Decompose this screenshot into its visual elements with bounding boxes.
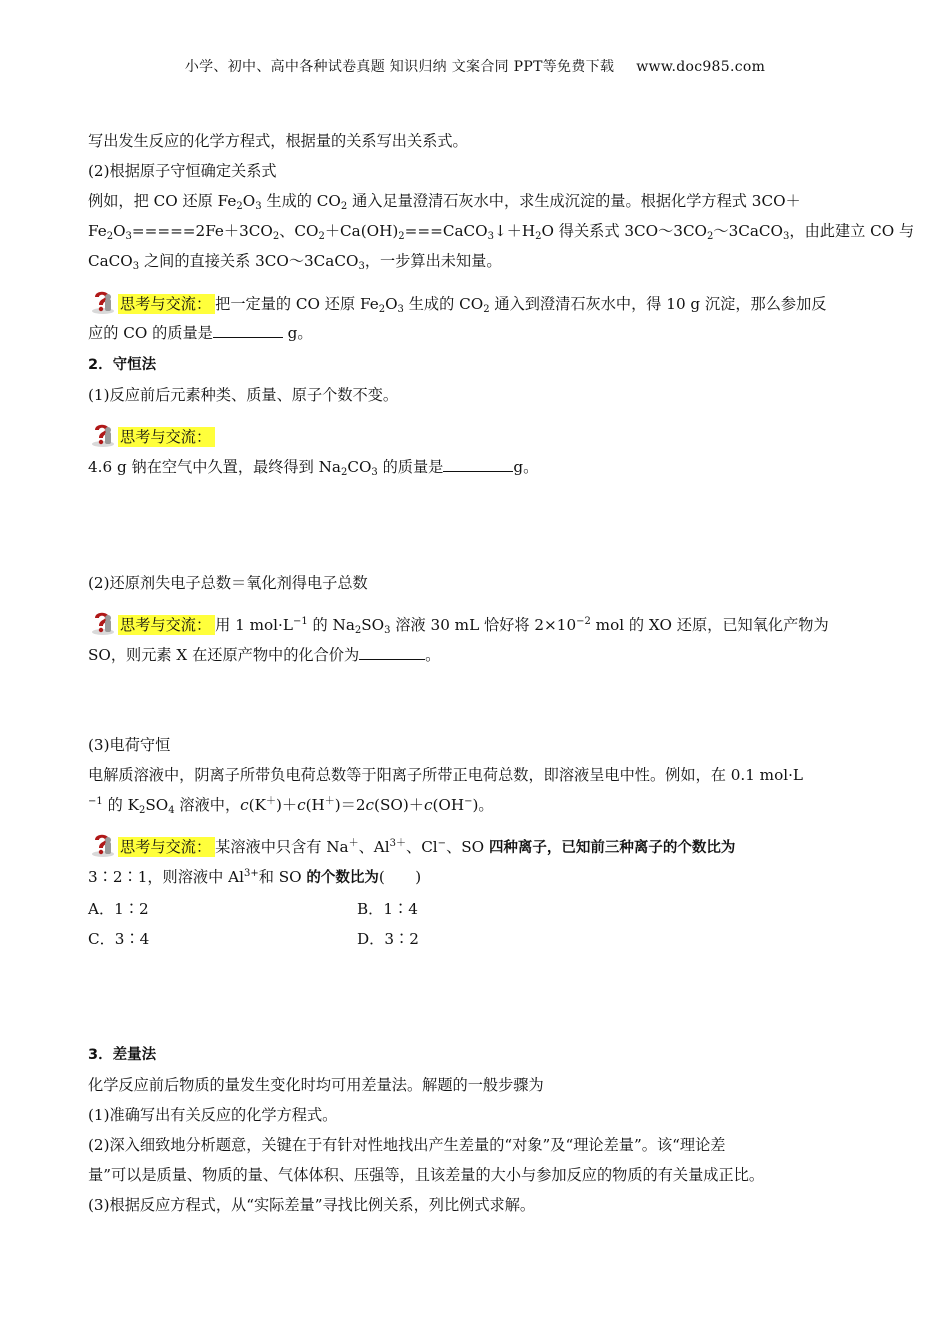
think-exchange-2 (88, 420, 215, 448)
paragraph-line: 化学反应前后物质的量发生变化时均可用差量法。解题的一般步骤为 (88, 1076, 544, 1094)
think-label: 思考与交流： (118, 427, 215, 447)
question-mark-icon (88, 420, 116, 448)
option-b[interactable]: B．1∶4 (357, 900, 418, 918)
think-exchange-4: 思考与交流： 某溶液中只含有 Na＋、$Al^{3+}$、Cl−、SO 四种离子，已知前三种离子的个数比为 (88, 830, 735, 858)
question-mark-icon (88, 608, 116, 636)
paragraph-line: SO，则元素 X 在还原产物中的化合价为 。 (88, 646, 441, 664)
answer-blank[interactable] (443, 457, 513, 472)
think-exchange-1: 思考与交流： 把一定量的 CO 还原 $Fe_2O_3$ 生成的 $CO_2$ 通入到澄清石灰水中，得 10 g 沉淀，那么参加反 (88, 287, 826, 315)
page-header (0, 56, 950, 76)
paragraph-line: 4.6 g 钠在空气中久置，最终得到 $Na_2CO_3$ 的质量是 g。 (88, 458, 539, 478)
paragraph-line: 例如，把 CO 还原 $Fe_2O_3$ 生成的 $CO_2$ 通入足量澄清石灰水中，求生成沉淀的量。根据化学方程式 3CO＋ (88, 192, 801, 212)
think-label: 思考与交流： (118, 294, 215, 314)
paragraph-line: 写出发生反应的化学方程式，根据量的关系写出关系式。 (88, 132, 468, 150)
think-label: 思考与交流： (118, 615, 215, 635)
paragraph-line: $Fe_2O_3=====2Fe+3CO_2$、$CO_2+Ca(OH)_2===CaCO_3↓+H_2O$ 得关系式 $3CO\sim 3CO_2\sim 3CaCO_3$，由此建立 CO 与 (88, 222, 915, 242)
paragraph-line: $^{-1}$ 的 $K_2SO_4$ 溶液中，c(K＋)＋c(H＋)＝2c(SO)＋c(OH−)。 (88, 796, 494, 816)
question-mark-icon (88, 287, 116, 315)
header-text: 小学、初中、高中各种试卷真题 知识归纳 文案合同 PPT等免费下载 (184, 59, 615, 75)
paragraph-line: (3)根据反应方程式，从“实际差量”寻找比例关系，列比例式求解。 (88, 1196, 536, 1214)
answer-blank[interactable] (359, 645, 425, 660)
think-label: 思考与交流： (118, 837, 215, 857)
think-exchange-3: 思考与交流： 用 1 $mol\cdot L^{-1}$ 的 $Na_2SO_3$ 溶液 30 mL 恰好将 $2\times 10^{-2}$ mol 的 XO 还原，已知氧化产物为 (88, 608, 829, 636)
subheading: (2)还原剂失电子总数＝氧化剂得电子总数 (88, 574, 368, 592)
paragraph-line: (1)反应前后元素种类、质量、原子个数不变。 (88, 386, 399, 404)
paragraph-line: 3∶2∶1，则溶液中 $Al^{3+}$和 SO 的个数比为( ) (88, 868, 422, 886)
question-mark-icon (88, 830, 116, 858)
header-site[interactable]: www.doc985.com (636, 59, 766, 75)
paragraph-line: 量”可以是质量、物质的量、气体体积、压强等，且该差量的大小与参加反应的物质的有关量成正比。 (88, 1166, 765, 1184)
option-c[interactable]: C．3∶4 (88, 930, 150, 948)
paragraph-line: (1)准确写出有关反应的化学方程式。 (88, 1106, 338, 1124)
subheading: (2)根据原子守恒确定关系式 (88, 162, 277, 180)
subheading: (3)电荷守恒 (88, 736, 171, 754)
option-d[interactable]: D．3∶2 (357, 930, 419, 948)
paragraph-line: 电解质溶液中，阴离子所带负电荷总数等于阳离子所带正电荷总数，即溶液呈电中性。例如，在 0.1 mol·L (88, 766, 803, 784)
section-heading-3: 3．差量法 (88, 1047, 157, 1063)
answer-blank[interactable] (213, 323, 283, 338)
paragraph-line: CaCO$_3$ 之间的直接关系 3CO～3CaCO$_3$，一步算出未知量。 (88, 252, 502, 272)
section-heading-2: 2．守恒法 (88, 357, 157, 373)
option-a[interactable]: A．1∶2 (88, 900, 149, 918)
paragraph-line: (2)深入细致地分析题意，关键在于有针对性地找出产生差量的“对象”及“理论差量”。该“理论差 (88, 1136, 726, 1154)
paragraph-line: 应的 CO 的质量是 g。 (88, 324, 313, 342)
